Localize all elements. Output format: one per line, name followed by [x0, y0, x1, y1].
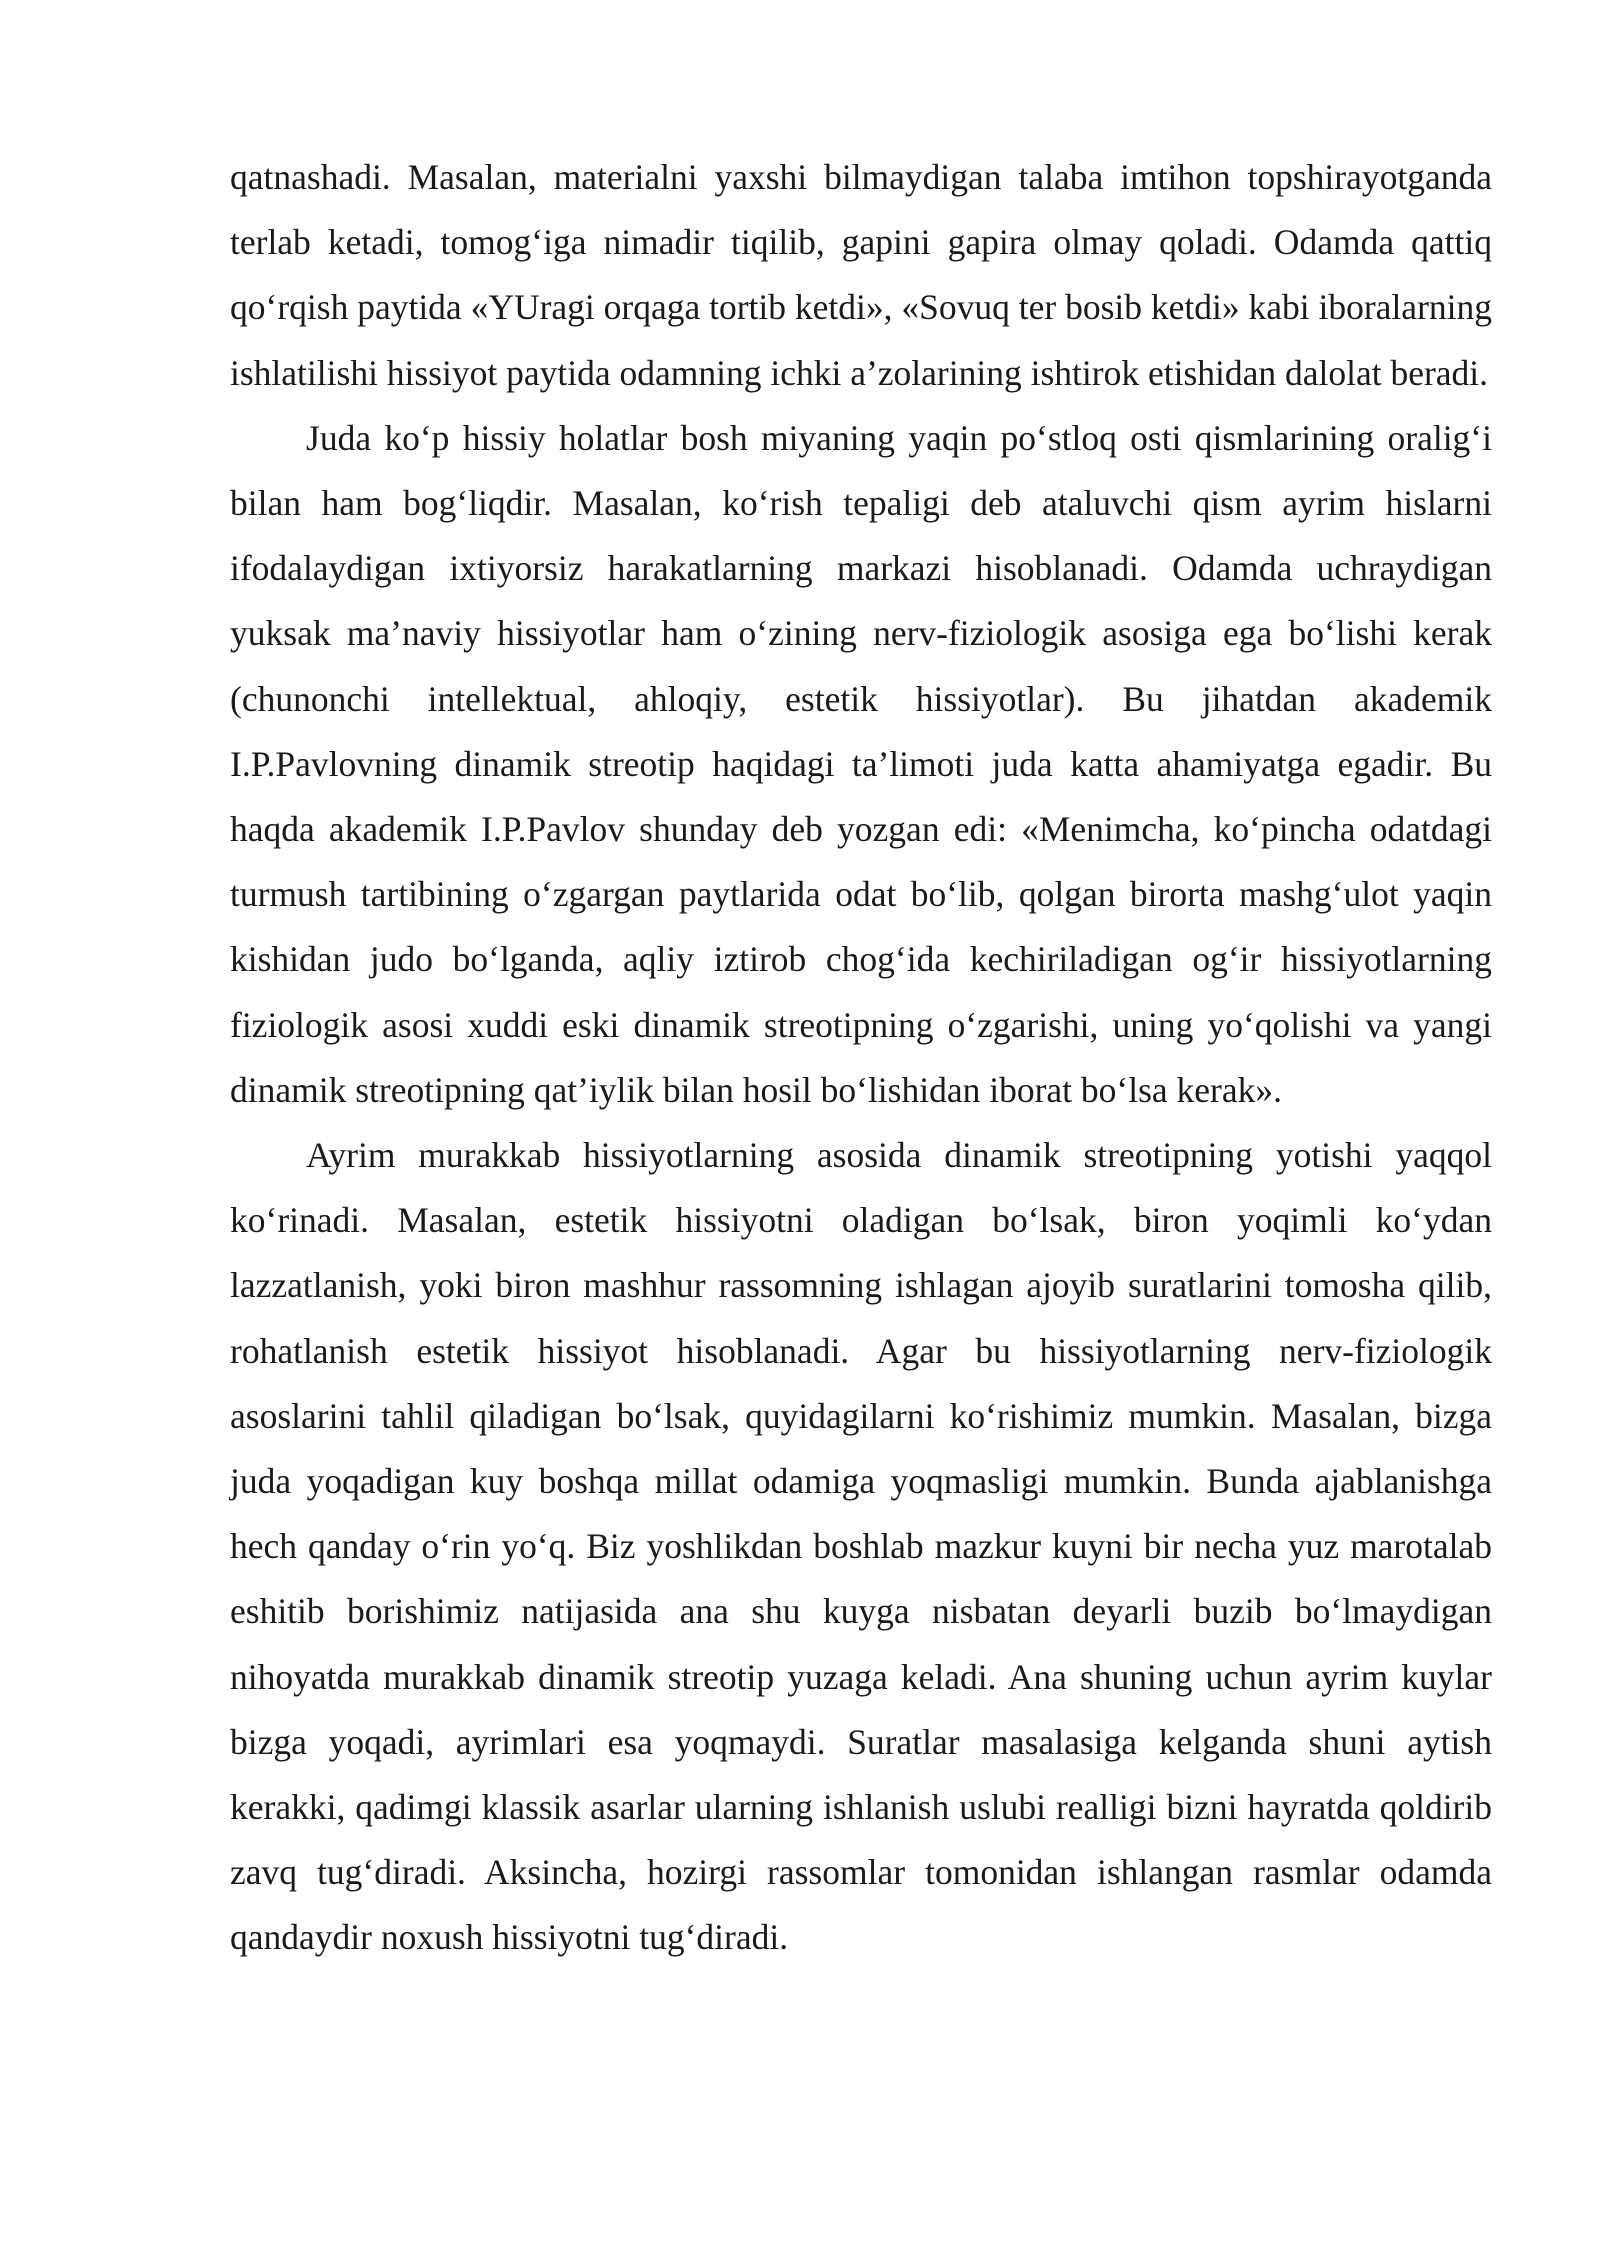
paragraph-brain-structures: Juda ko‘p hissiy holatlar bosh miyaning yaqin po‘stloq osti qismlarining oralig‘i bilan ham bog‘liqdir. Masalan, ko‘rish tepaligi deb ataluvchi qism ayrim hislarni ifodalaydigan ixtiyorsiz harakatlarning markazi hisoblanadi. Odamda uchraydigan yuksak ma’naviy hissiyotlar ham o‘zining nerv-fiziologik asosiga ega bo‘lishi kerak (chunonchi intellektual, ahloqiy, estetik hissiyotlar). Bu jihatdan akademik I.P.Pavlovning dinamik streotip haqidagi ta’limoti juda katta ahamiyatga egadir. Bu haqda akademik I.P.Pavlov shunday deb yozgan edi: «Menimcha, ko‘pincha odatdagi turmush tartibining o‘zgargan paytlarida odat bo‘lib, qolgan birorta mashg‘ulot yaqin kishidan judo bo‘lganda, aqliy iztirob chog‘ida kechiriladigan og‘ir hissiyotlarning fiziologik asosi xuddi eski dinamik streotipning o‘zgarishi, uning yo‘qolishi va yangi dinamik streotipning qat’iylik bilan hosil bo‘lishidan iborat bo‘lsa kerak». [230, 417, 1492, 1110]
document-page [230, 145, 1492, 1971]
paragraph-continuation: qatnashadi. Masalan, materialni yaxshi bilmaydigan talaba imtihon topshirayotganda terlab ketadi, tomog‘iga nimadir tiqilib, gapini gapira olmay qoladi. Odamda qattiq qo‘rqish paytida «YUragi orqaga tortib ketdi», «Sovuq ter bosib ketdi» kabi iboralarning ishlatilishi hissiyot paytida odamning ichki a’zolarining ishtirok etishidan dalolat beradi. [230, 157, 1492, 393]
paragraph-aesthetic-feelings: Ayrim murakkab hissiyotlarning asosida dinamik streotipning yotishi yaqqol ko‘rinadi. Masalan, estetik hissiyotni oladigan bo‘lsak, biron yoqimli ko‘ydan lazzatlanish, yoki biron mashhur rassomning ishlagan ajoyib suratlarini tomosha qilib, rohatlanish estetik hissiyot hisoblanadi. Agar bu hissiyotlarning nerv-fiziologik asoslarini tahlil qiladigan bo‘lsak, quyidagilarni ko‘rishimiz mumkin. Masalan, bizga juda yoqadigan kuy boshqa millat odamiga yoqmasligi mumkin. Bunda ajablanishga hech qanday o‘rin yo‘q. Biz yoshlikdan boshlab mazkur kuyni bir necha yuz marotalab eshitib borishimiz natijasida ana shu kuyga nisbatan deyarli buzib bo‘lmaydigan nihoyatda murakkab dinamik streotip yuzaga keladi. Ana shuning uchun ayrim kuylar bizga yoqadi, ayrimlari esa yoqmaydi. Suratlar masalasiga kelganda shuni aytish kerakki, qadimgi klassik asarlar ularning ishlanish uslubi realligi bizni hayratda qoldirib zavq tug‘diradi. Aksincha, hozirgi rassomlar tomonidan ishlangan rasmlar odamda qandaydir noxush hissiyotni tug‘diradi. [230, 1135, 1492, 1958]
